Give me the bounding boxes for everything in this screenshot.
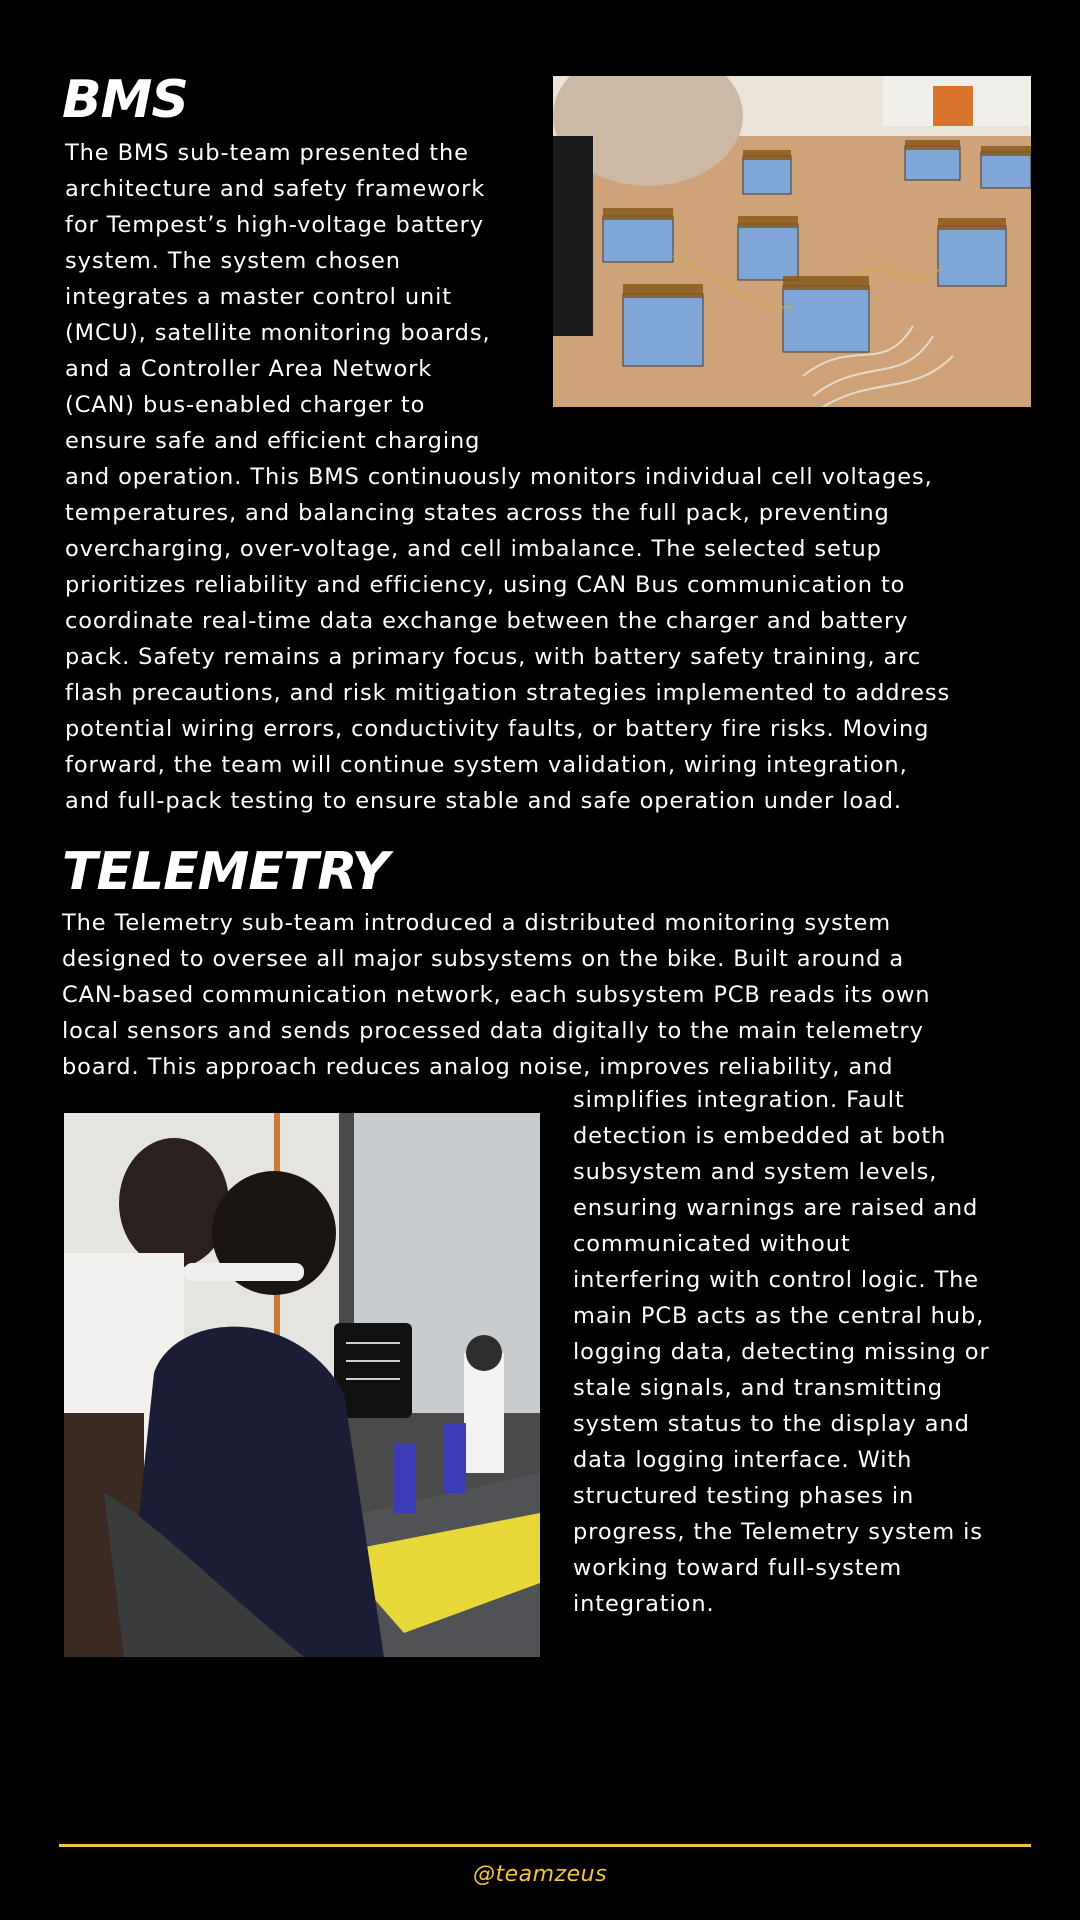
text-line: coordinate real-time data exchange between the charger and battery bbox=[65, 608, 909, 634]
battery-photo-illustration bbox=[553, 76, 1031, 407]
text-line: The Telemetry sub-team introduced a distributed monitoring system bbox=[62, 910, 892, 936]
text-line: ensuring warnings are raised and bbox=[573, 1195, 979, 1221]
footer-divider bbox=[59, 1844, 1031, 1847]
text-line: forward, the team will continue system validation, wiring integration, bbox=[65, 752, 908, 778]
text-line: (CAN) bus-enabled charger to bbox=[65, 392, 426, 418]
text-line: (MCU), satellite monitoring boards, bbox=[65, 320, 491, 346]
text-line: temperatures, and balancing states across the full pack, preventing bbox=[65, 500, 890, 526]
text-line: prioritizes reliability and efficiency, using CAN Bus communication to bbox=[65, 572, 906, 598]
text-line: system. The system chosen bbox=[65, 248, 401, 274]
bms-paragraph-wide bbox=[65, 459, 950, 819]
text-line: subsystem and system levels, bbox=[573, 1159, 938, 1185]
text-line: potential wiring errors, conductivity faults, or battery fire risks. Moving bbox=[65, 716, 930, 742]
text-line: architecture and safety framework bbox=[65, 176, 486, 202]
text-line: main PCB acts as the central hub, bbox=[573, 1303, 985, 1329]
bms-heading: BMS bbox=[62, 70, 188, 130]
text-line: interfering with control logic. The bbox=[573, 1267, 979, 1293]
text-line: overcharging, over-voltage, and cell imbalance. The selected setup bbox=[65, 536, 882, 562]
text-line: structured testing phases in bbox=[573, 1483, 915, 1509]
text-line: and operation. This BMS continuously monitors individual cell voltages, bbox=[65, 464, 933, 490]
text-line: system status to the display and bbox=[573, 1411, 970, 1437]
text-line: CAN-based communication network, each subsystem PCB reads its own bbox=[62, 982, 931, 1008]
text-line: ensure safe and efficient charging bbox=[65, 428, 481, 454]
telemetry-paragraph-narrow bbox=[573, 1082, 990, 1622]
bms-battery-modules-photo bbox=[553, 76, 1031, 407]
text-line: communicated without bbox=[573, 1231, 851, 1257]
text-line: pack. Safety remains a primary focus, with battery safety training, arc bbox=[65, 644, 922, 670]
lab-photo-illustration bbox=[64, 1113, 540, 1657]
text-line: local sensors and sends processed data digitally to the main telemetry bbox=[62, 1018, 924, 1044]
text-line: detection is embedded at both bbox=[573, 1123, 947, 1149]
bms-paragraph-narrow bbox=[65, 135, 491, 459]
text-line: simplifies integration. Fault bbox=[573, 1087, 905, 1113]
text-line: board. This approach reduces analog noise, improves reliability, and bbox=[62, 1054, 894, 1080]
telemetry-lab-photo bbox=[64, 1113, 540, 1657]
footer-handle: @teamzeus bbox=[472, 1862, 608, 1887]
text-line: integration. bbox=[573, 1591, 715, 1617]
text-line: working toward full-system bbox=[573, 1555, 903, 1581]
text-line: logging data, detecting missing or bbox=[573, 1339, 990, 1365]
text-line: for Tempest’s high-voltage battery bbox=[65, 212, 484, 238]
text-line: The BMS sub-team presented the bbox=[65, 140, 469, 166]
text-line: designed to oversee all major subsystems on the bike. Built around a bbox=[62, 946, 905, 972]
telemetry-heading: TELEMETRY bbox=[62, 842, 389, 902]
text-line: and a Controller Area Network bbox=[65, 356, 433, 382]
text-line: data logging interface. With bbox=[573, 1447, 913, 1473]
text-line: progress, the Telemetry system is bbox=[573, 1519, 983, 1545]
text-line: and full-pack testing to ensure stable and safe operation under load. bbox=[65, 788, 902, 814]
text-line: flash precautions, and risk mitigation strategies implemented to address bbox=[65, 680, 951, 706]
text-line: integrates a master control unit bbox=[65, 284, 453, 310]
telemetry-paragraph-wide bbox=[62, 905, 930, 1085]
text-line: stale signals, and transmitting bbox=[573, 1375, 943, 1401]
